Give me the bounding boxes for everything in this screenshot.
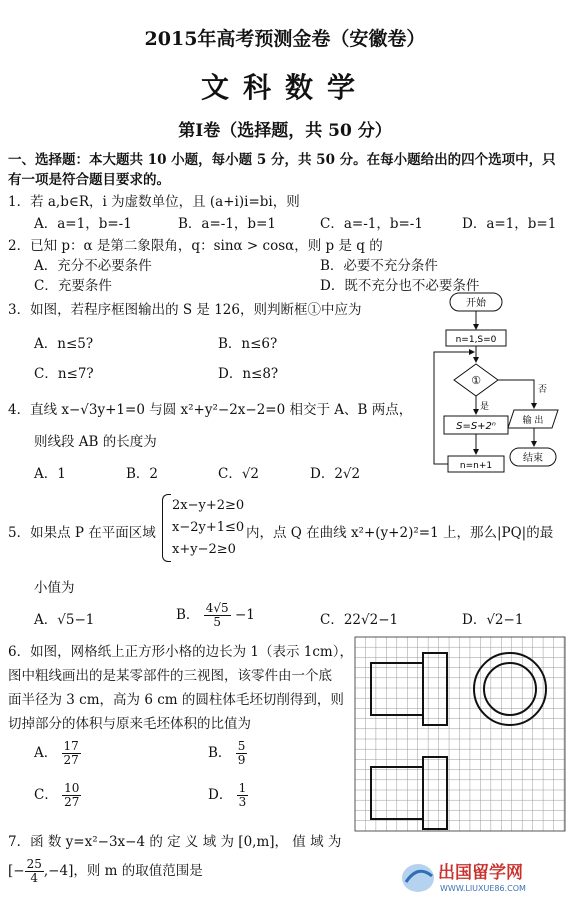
q4-option-a: A．1 [34, 466, 66, 482]
subject-title: 文科数学 [200, 71, 369, 104]
q7-denominator: 4 [30, 871, 39, 885]
q6-option-c-fraction [62, 782, 81, 809]
front-view-flange [423, 653, 447, 725]
section-instructions-line1: 一、选择题：本大题共 10 小题，每小题 5 分，共 50 分。在每小题给出的四个选项中，只 [8, 152, 556, 168]
q5-inequality-3: x+y−2≥0 [172, 542, 236, 557]
flow-end-label: 结束 [523, 453, 543, 464]
q5-stem-continued: 小值为 [34, 580, 75, 596]
q4-stem: 4．直线 x−√3y+1=0 与圆 x²+y²−2x−2=0 相交于 A、B 两点， [8, 402, 413, 418]
flow-yes-label: 是 [480, 402, 490, 412]
q2-option-c: C．充要条件 [34, 278, 112, 294]
flowchart-diagram [428, 288, 568, 488]
three-view-grid-drawing [354, 636, 566, 832]
q3-option-a: A．n≤5? [34, 336, 94, 352]
q1-stem: 1．若 a,b∈R，i 为虚数单位，且 (a+i)i=bi，则 [8, 194, 300, 210]
q6-stem-line3: 面半径为 3 cm，高为 6 cm 的圆柱体毛坯切削得到，则 [8, 692, 344, 708]
q6-stem-line1: 6．如图，网格纸上正方形小格的边长为 1（表示 1cm）， [8, 644, 353, 660]
q6-option-b-numerator: 5 [237, 739, 246, 753]
site-watermark-logo [398, 856, 568, 896]
side-view-inner-circle [484, 663, 536, 715]
q6-option-a-denominator: 27 [63, 753, 79, 767]
q4-option-c: C．√2 [218, 466, 260, 482]
q5-option-b-denominator: 5 [213, 615, 221, 629]
q6-stem-line2: 图中粗线画出的是某零部件的三视图，该零件由一个底 [8, 668, 332, 684]
q5-option-c: C．22√2−1 [320, 612, 399, 628]
q5-option-b-tail: −1 [234, 607, 255, 623]
flow-output-label: 输 出 [522, 416, 544, 426]
q7-stem-line2 [8, 858, 203, 885]
q5-stem-prefix: 5．如果点 P 在平面区域 [8, 525, 156, 541]
q5-inequality-1: 2x−y+2≥0 [172, 498, 245, 513]
q4-option-b: B．2 [126, 466, 159, 482]
q6-option-a-fraction [62, 740, 81, 767]
top-view-flange [423, 757, 447, 829]
q7-stem-line1: 7．函 数 y=x²−3x−4 的 定 义 域 为 [0,m]， 值 域 为 [8, 834, 342, 850]
q5-system-brace [162, 494, 171, 562]
q3-option-b: B．n≤6? [218, 336, 278, 352]
flow-update-label: S=S+2ⁿ [456, 421, 496, 432]
q6-option-b-denominator: 9 [237, 753, 246, 767]
q1-option-c: C．a=-1，b=-1 [320, 216, 423, 232]
q5-option-b-fraction [204, 602, 231, 629]
q5-option-b [176, 602, 255, 629]
watermark-url: WWW.LIUXUE86.COM [440, 884, 526, 893]
q6-option-a-numerator: 17 [63, 739, 79, 753]
q1-option-d: D．a=1，b=1 [462, 216, 557, 232]
exam-title: 2015年高考预测金卷（安徽卷） [144, 28, 426, 50]
q6-option-c-label: C． [34, 787, 58, 803]
q7-numerator: 25 [26, 857, 42, 871]
q7-range-tail: ,−4]，则 m 的取值范围是 [43, 863, 203, 879]
q4-option-d: D．2√2 [310, 466, 361, 482]
q6-option-d-fraction [237, 782, 249, 809]
flow-init-label: n=1,S=0 [455, 335, 497, 345]
q5-inequality-2: x−2y+1≤0 [172, 520, 245, 535]
flow-no-label: 否 [538, 385, 548, 395]
q6-option-d-numerator: 1 [238, 781, 247, 795]
q5-option-b-label: B． [176, 607, 200, 623]
q7-range-open: [− [8, 863, 25, 879]
q6-option-b-label: B． [208, 745, 232, 761]
part-title: 第Ⅰ卷（选择题，共 50 分） [178, 121, 392, 141]
q6-option-c [34, 782, 81, 809]
q7-fraction [25, 858, 44, 885]
q6-option-a-label: A． [34, 745, 58, 761]
q3-stem: 3．如图，若程序框图输出的 S 是 126，则判断框①中应为 [8, 302, 362, 318]
flow-condition-label: ① [471, 374, 481, 387]
q5-option-d: D．√2−1 [462, 612, 524, 628]
q5-option-a: A．√5−1 [34, 612, 95, 628]
q4-stem-continued: 则线段 AB 的长度为 [34, 434, 157, 450]
q1-option-a: A．a=1，b=-1 [34, 216, 132, 232]
q2-stem: 2．已知 p：α 是第二象限角，q：sinα > cosα，则 p 是 q 的 [8, 238, 383, 254]
q6-option-b-fraction [236, 740, 248, 767]
flow-increment-label: n=n+1 [459, 461, 493, 471]
flow-start-label: 开始 [466, 298, 486, 309]
q3-option-d: D．n≤8? [218, 366, 279, 382]
q1-option-b: B．a=-1，b=1 [178, 216, 276, 232]
q2-option-a: A．充分不必要条件 [34, 258, 152, 274]
q5-option-b-numerator: 4√5 [205, 601, 229, 615]
section-instructions-line2: 有一项是符合题目要求的。 [8, 172, 170, 188]
q6-option-a [34, 740, 81, 767]
q2-option-d: D．既不充分也不必要条件 [320, 278, 480, 294]
q6-option-b [208, 740, 247, 767]
q6-option-c-denominator: 27 [64, 795, 80, 809]
watermark-title: 出国留学网 [438, 863, 523, 883]
q6-option-d [208, 782, 248, 809]
q6-option-d-denominator: 3 [238, 795, 247, 809]
q3-option-c: C．n≤7? [34, 366, 94, 382]
q6-option-d-label: D． [208, 787, 233, 803]
q6-option-c-numerator: 10 [64, 781, 80, 795]
q6-stem-line4: 切掉部分的体积与原来毛坯体积的比值为 [8, 716, 251, 732]
q5-stem-suffix: 内，点 Q 在曲线 x²+(y+2)²=1 上，那么|PQ|的最 [246, 525, 554, 541]
q2-option-b: B．必要不充分条件 [320, 258, 438, 274]
